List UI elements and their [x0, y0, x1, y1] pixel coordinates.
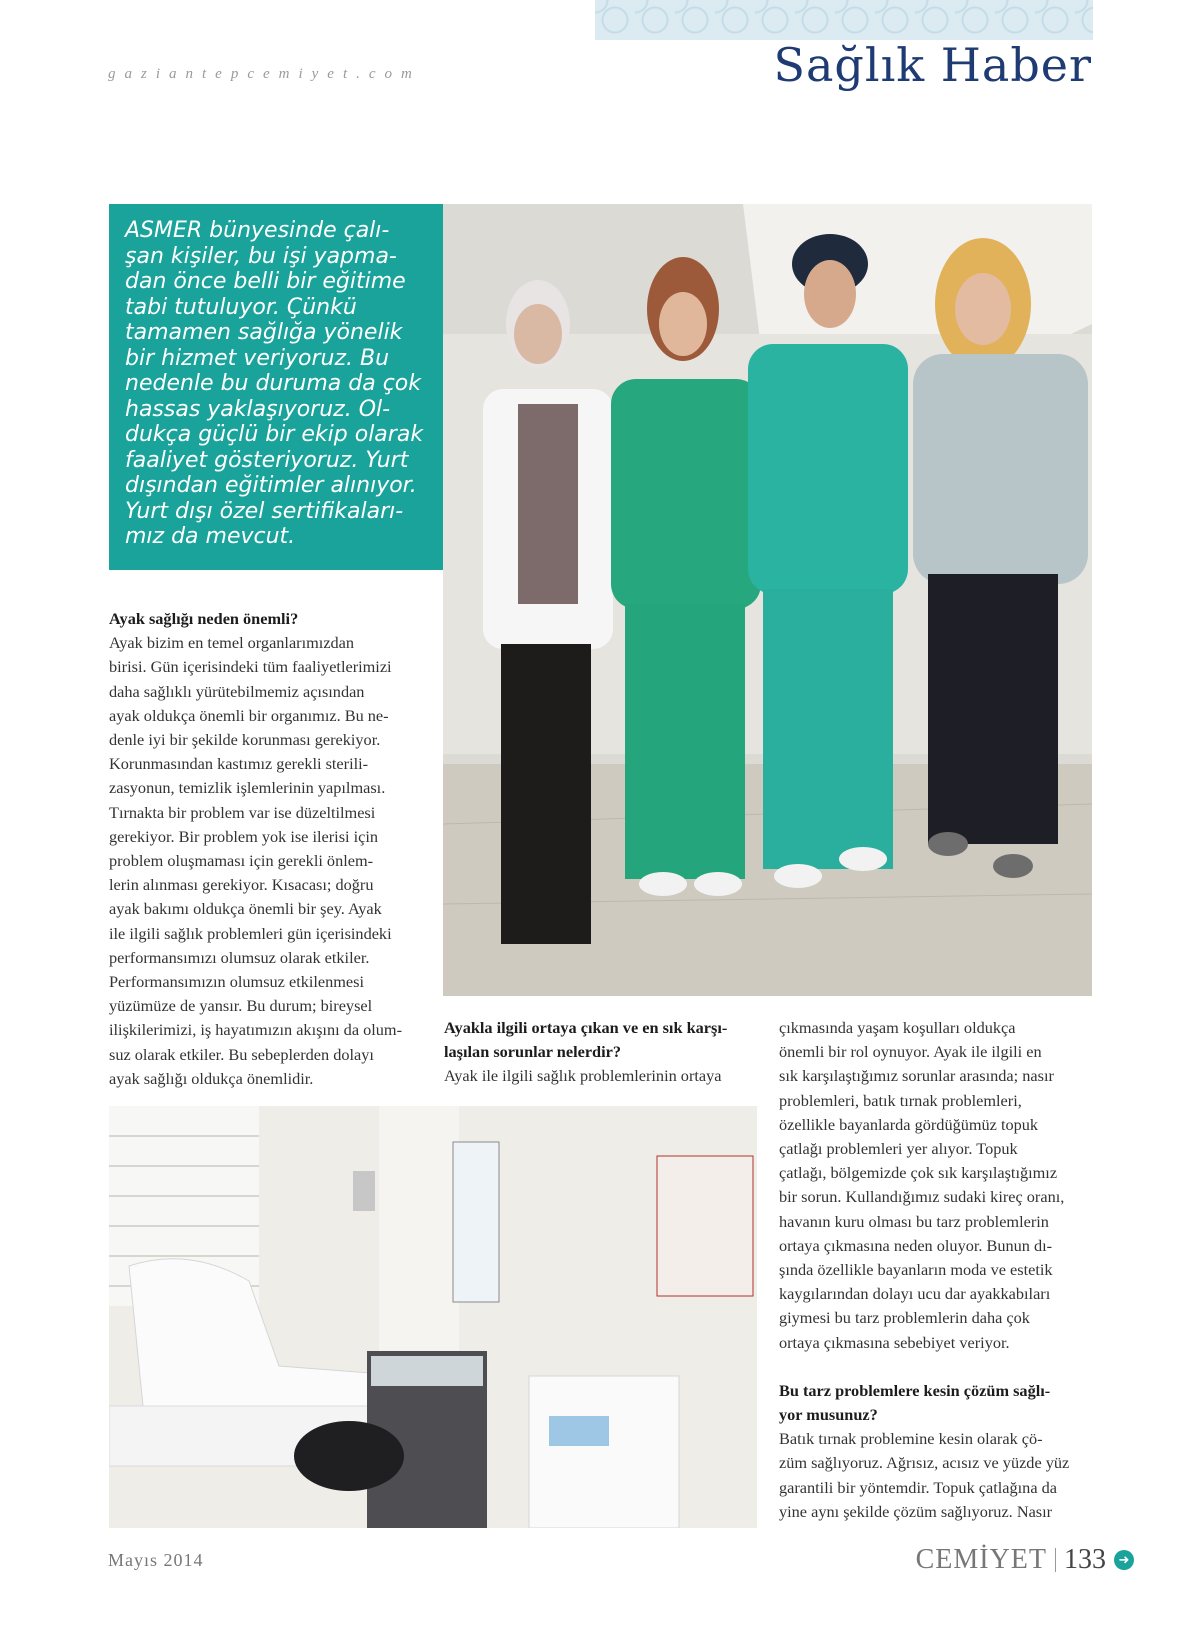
text-line: önemli bir rol oynuyor. Ayak ile ilgili en	[779, 1042, 1042, 1062]
quote-line: nedenle bu duruma da çok	[125, 371, 422, 396]
quote-line: tabi tutuluyor. Çünkü	[125, 294, 357, 320]
text-line: sık karşılaştığımız sorunlar arasında; nasır	[779, 1066, 1054, 1086]
text-line: Ayak ile ilgili sağlık problemlerinin ortaya	[444, 1066, 722, 1086]
text-line: suz olarak etkiler. Bu sebeplerden dolayı	[109, 1044, 374, 1064]
quote-line: dan önce belli bir eğitime	[125, 269, 406, 294]
text-line: züm sağlıyoruz. Ağrısız, acısız ve yüzde yüz	[779, 1453, 1070, 1473]
footer-divider	[1055, 1548, 1056, 1572]
text-line: problemleri, batık tırnak problemleri,	[779, 1090, 1022, 1110]
quote-line: dışından eğitimler alınıyor.	[125, 473, 417, 498]
text-line: garantili bir yöntemdir. Topuk çatlağına da	[779, 1477, 1057, 1497]
text-line: daha sağlıklı yürütebilmemiz açısından	[109, 681, 365, 701]
text-line: kaygılarından dolayı ucu dar ayakkabıları	[779, 1284, 1051, 1304]
text-line: gerekiyor. Bir problem yok ise ilerisi için	[109, 826, 379, 846]
article-column-3	[779, 1016, 1093, 1524]
section-heading: yor musunuz?	[779, 1405, 878, 1425]
text-line: ile ilgili sağlık problemleri gün içerisindeki	[109, 923, 392, 943]
text-line: şında özellikle bayanların moda ve estetik	[779, 1260, 1053, 1280]
text-line: performansımızı olumsuz olarak etkiler.	[109, 947, 370, 967]
text-line: birisi. Gün içerisindeki tüm faaliyetlerimizi	[109, 657, 392, 677]
team-photo	[443, 204, 1092, 996]
text-line: ayak sağlığı oldukça önemlidir.	[109, 1068, 314, 1088]
quote-line: şan kişiler, bu işi yapma-	[125, 243, 397, 269]
text-line: havanın kuru olması bu tarz problemlerin	[779, 1211, 1049, 1231]
quote-line: tamamen sağlığa yönelik	[125, 320, 403, 345]
text-line: Performansımızın olumsuz etkilenmesi	[109, 972, 365, 992]
text-line: ayak bakımı oldukça önemli bir şey. Ayak	[109, 899, 382, 919]
section-heading: laşılan sorunlar nelerdir?	[444, 1042, 621, 1062]
quote-line: ASMER bünyesinde çalı-	[125, 218, 390, 243]
section-heading: Bu tarz problemlere kesin çözüm sağlı-	[779, 1380, 1051, 1400]
text-line: denle iyi bir şekilde korunması gerekiyor.	[109, 730, 381, 750]
text-line: lerin alınması gerekiyor. Kısacası; doğru	[109, 875, 374, 895]
quote-line: bir hizmet veriyoruz. Bu	[125, 345, 390, 371]
text-line: Korunmasından kastımız gerekli sterili-	[109, 754, 369, 774]
quote-line: faaliyet gösteriyoruz. Yurt	[125, 447, 409, 473]
treatment-room-photo	[109, 1106, 757, 1528]
section-title: Sağlık Haber	[773, 38, 1092, 92]
article-column-1	[109, 607, 427, 1091]
issue-date: Mayıs 2014	[108, 1550, 204, 1570]
page-footer	[916, 1544, 1134, 1576]
text-line: çıkmasında yaşam koşulları oldukça	[779, 1018, 1016, 1037]
text-line: yüzümüze de yansır. Bu durum; bireysel	[109, 996, 373, 1016]
section-heading: Ayakla ilgili ortaya çıkan ve en sık karşı-	[444, 1018, 728, 1037]
text-line: problem oluşmaması için gerekli önlem-	[109, 851, 374, 871]
text-line: Tırnakta bir problem var ise düzeltilmesi	[109, 802, 376, 822]
text-line: bir sorun. Kullandığımız sudaki kireç oranı,	[779, 1187, 1065, 1207]
text-line: özellikle bayanlarda gördüğümüz topuk	[779, 1114, 1039, 1134]
text-line: ortaya çıkmasına sebebiyet veriyor.	[779, 1332, 1010, 1352]
pull-quote	[109, 204, 443, 570]
arrow-right-circle-icon: ➜	[1114, 1550, 1134, 1570]
section-heading: Ayak sağlığı neden önemli?	[109, 609, 299, 628]
magazine-brand: CEMİYET	[915, 1544, 1047, 1575]
quote-line: dukça güçlü bir ekip olarak	[125, 422, 424, 447]
text-line: Batık tırnak problemine kesin olarak çö-	[779, 1429, 1043, 1449]
text-line: ortaya çıkmasına neden oluyor. Bunun dı-	[779, 1235, 1053, 1255]
quote-line: hassas yaklaşıyoruz. Ol-	[125, 396, 391, 422]
header-pattern	[595, 0, 1093, 40]
site-url: gaziantepcemiyet.com	[108, 66, 421, 82]
article-column-2	[444, 1016, 758, 1089]
text-line: yine aynı şekilde çözüm sağlıyoruz. Nasır	[779, 1501, 1053, 1521]
text-line: giymesi bu tarz problemlerin daha çok	[779, 1308, 1030, 1328]
text-line: Ayak bizim en temel organlarımızdan	[109, 633, 355, 653]
text-line: ayak oldukça önemli bir organımız. Bu ne-	[109, 705, 389, 725]
text-line: çatlağı problemleri yer alıyor. Topuk	[779, 1139, 1018, 1159]
text-line: ilişkilerimizi, iş hayatımızın akışını da olum-	[109, 1020, 403, 1040]
page-number: 133	[1064, 1544, 1106, 1575]
quote-line: mız da mevcut.	[125, 524, 296, 549]
text-line: zasyonun, temizlik işlemlerinin yapılması.	[109, 778, 386, 798]
text-line: çatlağı, bölgemizde çok sık karşılaştığımız	[779, 1163, 1058, 1183]
quote-line: Yurt dışı özel sertifikaları-	[125, 498, 404, 524]
